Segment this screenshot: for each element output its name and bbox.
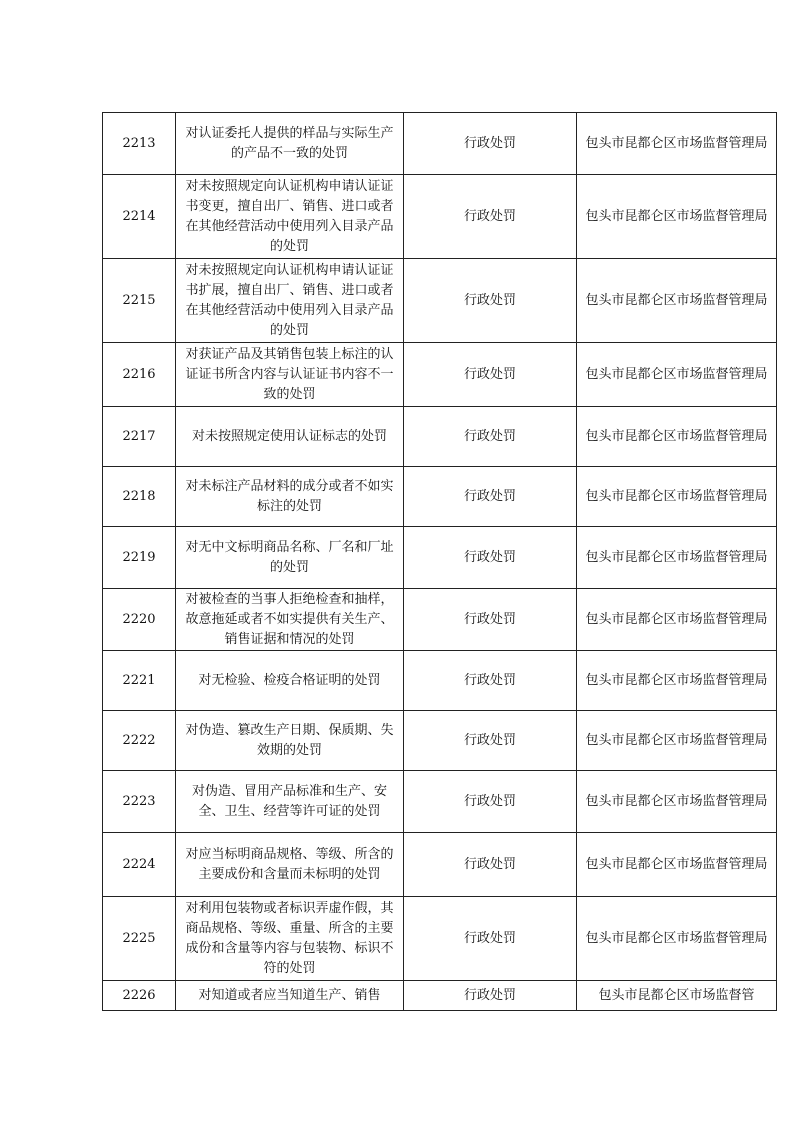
item-name: 对被检查的当事人拒绝检查和抽样，故意拖延或者不如实提供有关生产、销售证据和情况的处罚 bbox=[176, 589, 404, 651]
table-row bbox=[103, 589, 777, 651]
item-name: 对应当标明商品规格、等级、所含的主要成份和含量而未标明的处罚 bbox=[176, 833, 404, 897]
table-row bbox=[103, 113, 777, 175]
item-type: 行政处罚 bbox=[404, 981, 577, 1011]
item-office: 包头市昆都仑区市场监督管理局 bbox=[577, 651, 777, 711]
item-type: 行政处罚 bbox=[404, 259, 577, 343]
item-number: 2214 bbox=[103, 175, 176, 259]
item-number: 2217 bbox=[103, 407, 176, 467]
item-name: 对伪造、冒用产品标准和生产、安全、卫生、经营等许可证的处罚 bbox=[176, 771, 404, 833]
item-number: 2218 bbox=[103, 467, 176, 527]
item-number: 2220 bbox=[103, 589, 176, 651]
item-name: 对获证产品及其销售包装上标注的认证证书所含内容与认证证书内容不一致的处罚 bbox=[176, 343, 404, 407]
item-name: 对利用包装物或者标识弄虚作假，其商品规格、等级、重量、所含的主要成份和含量等内容与包装物、标识不符的处罚 bbox=[176, 897, 404, 981]
item-type: 行政处罚 bbox=[404, 527, 577, 589]
item-name: 对未按照规定向认证机构申请认证证书扩展，擅自出厂、销售、进口或者在其他经营活动中使用列入目录产品的处罚 bbox=[176, 259, 404, 343]
table-row bbox=[103, 467, 777, 527]
item-type: 行政处罚 bbox=[404, 407, 577, 467]
item-office: 包头市昆都仑区市场监督管理局 bbox=[577, 589, 777, 651]
table-row bbox=[103, 407, 777, 467]
table-row bbox=[103, 897, 777, 981]
table-row bbox=[103, 259, 777, 343]
item-office: 包头市昆都仑区市场监督管理局 bbox=[577, 113, 777, 175]
item-office: 包头市昆都仑区市场监督管理局 bbox=[577, 175, 777, 259]
item-type: 行政处罚 bbox=[404, 833, 577, 897]
item-office: 包头市昆都仑区市场监督管理局 bbox=[577, 467, 777, 527]
item-office: 包头市昆都仑区市场监督管理局 bbox=[577, 711, 777, 771]
item-name: 对认证委托人提供的样品与实际生产的产品不一致的处罚 bbox=[176, 113, 404, 175]
item-name: 对未按照规定使用认证标志的处罚 bbox=[176, 407, 404, 467]
item-office: 包头市昆都仑区市场监督管理局 bbox=[577, 343, 777, 407]
item-office: 包头市昆都仑区市场监督管理局 bbox=[577, 771, 777, 833]
item-type: 行政处罚 bbox=[404, 175, 577, 259]
table-row bbox=[103, 175, 777, 259]
item-name: 对知道或者应当知道生产、销售 bbox=[176, 981, 404, 1011]
item-type: 行政处罚 bbox=[404, 651, 577, 711]
item-type: 行政处罚 bbox=[404, 113, 577, 175]
item-office: 包头市昆都仑区市场监督管理局 bbox=[577, 897, 777, 981]
item-type: 行政处罚 bbox=[404, 589, 577, 651]
item-office: 包头市昆都仑区市场监督管 bbox=[577, 981, 777, 1011]
item-office: 包头市昆都仑区市场监督管理局 bbox=[577, 259, 777, 343]
item-number: 2216 bbox=[103, 343, 176, 407]
table-row bbox=[103, 833, 777, 897]
table-row bbox=[103, 771, 777, 833]
item-number: 2213 bbox=[103, 113, 176, 175]
item-name: 对无中文标明商品名称、厂名和厂址的处罚 bbox=[176, 527, 404, 589]
item-name: 对未标注产品材料的成分或者不如实标注的处罚 bbox=[176, 467, 404, 527]
item-number: 2223 bbox=[103, 771, 176, 833]
item-number: 2226 bbox=[103, 981, 176, 1011]
item-number: 2225 bbox=[103, 897, 176, 981]
table-row bbox=[103, 651, 777, 711]
item-number: 2224 bbox=[103, 833, 176, 897]
item-name: 对无检验、检疫合格证明的处罚 bbox=[176, 651, 404, 711]
item-type: 行政处罚 bbox=[404, 897, 577, 981]
item-name: 对未按照规定向认证机构申请认证证书变更，擅自出厂、销售、进口或者在其他经营活动中使用列入目录产品的处罚 bbox=[176, 175, 404, 259]
item-type: 行政处罚 bbox=[404, 467, 577, 527]
table-row bbox=[103, 981, 777, 1011]
item-number: 2221 bbox=[103, 651, 176, 711]
item-type: 行政处罚 bbox=[404, 343, 577, 407]
item-office: 包头市昆都仑区市场监督管理局 bbox=[577, 407, 777, 467]
item-name: 对伪造、篡改生产日期、保质期、失效期的处罚 bbox=[176, 711, 404, 771]
item-number: 2222 bbox=[103, 711, 176, 771]
item-type: 行政处罚 bbox=[404, 771, 577, 833]
item-type: 行政处罚 bbox=[404, 711, 577, 771]
table-row bbox=[103, 527, 777, 589]
table-row bbox=[103, 711, 777, 771]
item-office: 包头市昆都仑区市场监督管理局 bbox=[577, 527, 777, 589]
item-office: 包头市昆都仑区市场监督管理局 bbox=[577, 833, 777, 897]
table-row bbox=[103, 343, 777, 407]
item-number: 2215 bbox=[103, 259, 176, 343]
item-number: 2219 bbox=[103, 527, 176, 589]
penalty-items-table bbox=[102, 112, 777, 1011]
